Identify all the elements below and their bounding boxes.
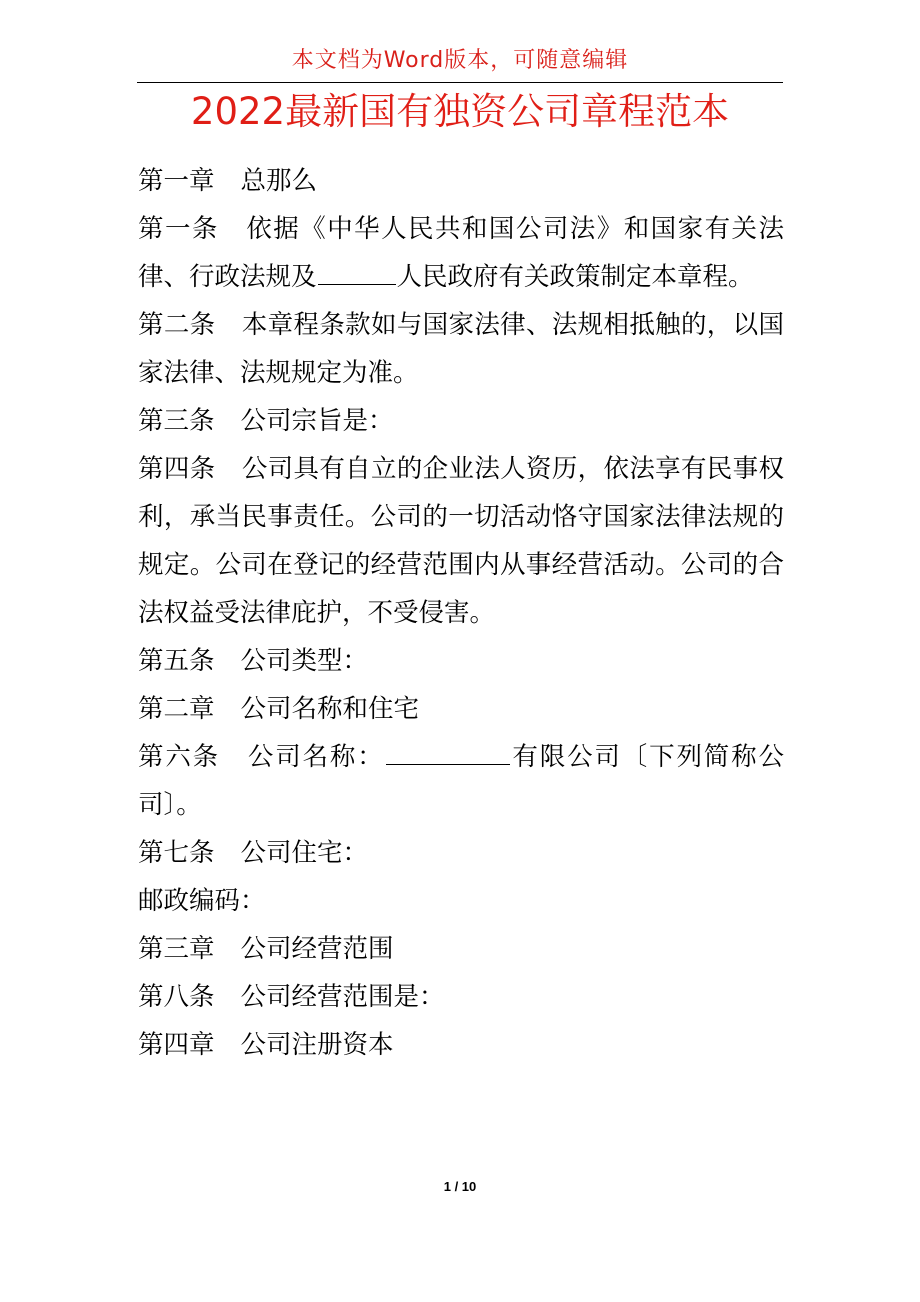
article-text: 本章程条款如与国家法律、法规相抵触的，以国家法律、法规规定为准。 <box>138 310 784 388</box>
article-paragraph <box>138 973 784 1021</box>
article-label: 第七条 <box>138 838 215 868</box>
article-paragraph <box>138 205 784 301</box>
article-label: 第三条 <box>138 406 215 436</box>
chapter-heading <box>138 157 784 205</box>
article-paragraph <box>138 733 784 829</box>
article-label: 第八条 <box>138 982 215 1012</box>
header-divider <box>137 82 783 83</box>
postal-code-line <box>138 877 784 925</box>
document-header-note: 本文档为Word版本，可随意编辑 <box>291 48 629 73</box>
article-label: 第五条 <box>138 646 215 676</box>
article-text: 公司类型： <box>240 646 369 676</box>
article-text: 公司名称： <box>246 742 385 772</box>
article-paragraph <box>138 637 784 685</box>
chapter-label: 第三章 <box>138 934 215 964</box>
postal-code-label: 邮政编码： <box>138 886 266 916</box>
document-body <box>138 157 784 1069</box>
article-label: 第六条 <box>138 742 221 772</box>
article-text: 有限公司〔下列简称公司〕。 <box>138 742 784 820</box>
article-paragraph <box>138 301 784 397</box>
fill-in-blank <box>386 741 510 765</box>
chapter-heading <box>138 1021 784 1069</box>
chapter-heading <box>138 685 784 733</box>
chapter-title: 公司名称和住宅 <box>240 694 420 724</box>
chapter-label: 第二章 <box>138 694 215 724</box>
article-text: 公司住宅： <box>240 838 369 868</box>
fill-in-blank <box>318 261 396 285</box>
chapter-title: 总那么 <box>240 166 318 196</box>
article-label: 第二条 <box>138 310 216 340</box>
page-number: 1 / 10 <box>443 1179 477 1194</box>
article-paragraph <box>138 397 784 445</box>
article-text: 公司经营范围是： <box>240 982 445 1012</box>
article-text: 公司宗旨是： <box>240 406 394 436</box>
chapter-label: 第一章 <box>138 166 215 196</box>
article-label: 第一条 <box>138 214 219 244</box>
chapter-label: 第四章 <box>138 1030 215 1060</box>
article-text: 人民政府有关政策制定本章程。 <box>396 262 754 292</box>
article-text: 公司具有自立的企业法人资历，依法享有民事权利，承当民事责任。公司的一切活动恪守国家法律法规的规定。公司在登记的经营范围内从事经营活动。公司的合法权益受法律庇护，不受侵害。 <box>138 454 784 628</box>
article-paragraph <box>138 445 784 637</box>
article-text: 依据《中华人民共和国公司法》和国家有关法律、行政法规及 <box>138 214 784 292</box>
article-label: 第四条 <box>138 454 216 484</box>
chapter-title: 公司经营范围 <box>240 934 394 964</box>
chapter-title: 公司注册资本 <box>240 1030 394 1060</box>
document-title: 2022最新国有独资公司章程范本 <box>190 90 730 133</box>
chapter-heading <box>138 925 784 973</box>
article-paragraph <box>138 829 784 877</box>
